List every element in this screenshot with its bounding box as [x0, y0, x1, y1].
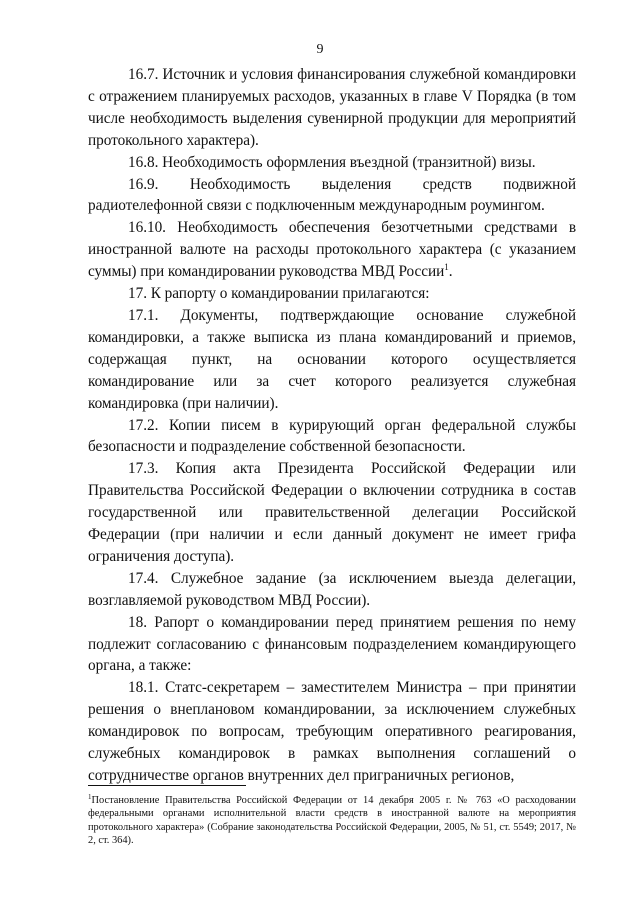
paragraph-16-10	[88, 217, 576, 283]
paragraph-17: 17. К рапорту о командировании прилагаются:	[128, 285, 430, 303]
footnote-marker: 1	[88, 793, 92, 801]
paragraph-16-10-period: .	[448, 263, 453, 281]
footnote-separator	[88, 785, 246, 786]
paragraph-16-10-text: 16.10. Необходимость обеспечения безотчетными средствами в иностранной валюте на расходы протокольного характера (с указанием суммы) при командировании руководства МВД России	[88, 219, 576, 281]
paragraph-17-1: 17.1. Документы, подтверждающие основание служебной командировки, а также выписка из плана командирований и приемов, содержащая пункт, на основании которого осуществляется командирование или за счет которого реализуется служебная командировка (при наличии).	[88, 306, 576, 412]
page-number: 9	[316, 42, 324, 57]
paragraph-18-1: 18.1. Статс-секретарем – заместителем Министра – при принятии решения о внеплановом командировании, за исключением служебных командировок по вопросам, требующим оперативного реагирования, служебных командировок в рамках выполнения соглашений о сотрудничестве органов внутренних дел приграничных регионов,	[88, 679, 576, 784]
footnote-reference: 1	[444, 262, 449, 273]
paragraph-18: 18. Рапорт о командировании перед принятием решения по нему подлежит согласованию с финансовым подразделением командирующего органа, а также:	[88, 613, 576, 675]
document-body	[88, 64, 576, 787]
paragraph-17-3: 17.3. Копия акта Президента Российской Федерации или Правительства Российской Федерации о включении сотрудника в состав государственной или правительственной делегации Российской Федерации (при наличии и если данный документ не имеет грифа ограничения доступа).	[88, 460, 576, 565]
footnote	[88, 794, 576, 847]
paragraph-17-4: 17.4. Служебное задание (за исключением выезда делегации, возглавляемой руководством МВД России).	[88, 569, 576, 609]
paragraph-17-2: 17.2. Копии писем в курирующий орган федеральной службы безопасности и подразделение собственной безопасности.	[88, 416, 576, 456]
paragraph-16-7: 16.7. Источник и условия финансирования служебной командировки с отражением планируемых расходов, указанных в главе V Порядка (в том числе необходимость выделения сувенирной продукции для мероприятий протокольного характера).	[88, 66, 576, 149]
paragraph-16-8: 16.8. Необходимость оформления въездной (транзитной) визы.	[128, 153, 536, 171]
paragraph-16-9: 16.9. Необходимость выделения средств подвижной радиотелефонной связи с подключенным международным роумингом.	[88, 175, 576, 215]
footnote-text: Постановление Правительства Российской Федерации от 14 декабря 2005 г. № 763 «О расходовании федеральными органами исполнительной власти средств в иностранной валюте на мероприятия протокольного характера» (Собрание законодательства Российской Федерации, 2005, № 51, ст. 5549; 2017, № 2, ст. 364).	[88, 795, 576, 846]
